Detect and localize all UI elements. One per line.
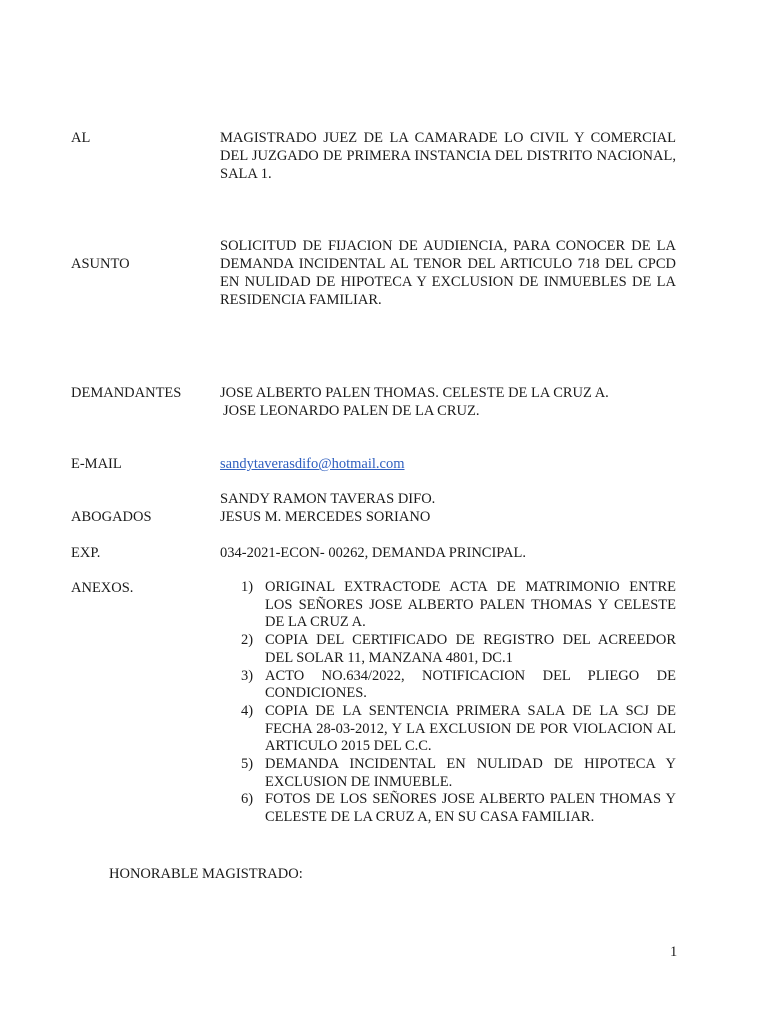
abogados-line-1: SANDY RAMON TAVERAS DIFO. bbox=[220, 491, 436, 507]
list-item bbox=[220, 579, 676, 632]
abogados-line-2: JESUS M. MERCEDES SORIANO bbox=[220, 509, 431, 525]
list-item-number: 2) bbox=[241, 632, 254, 649]
list-item-text: ACTO NO.634/2022, NOTIFICACION DEL PLIEGO DE CONDICIONES. bbox=[265, 667, 676, 702]
list-item-text: FOTOS DE LOS SEÑORES JOSE ALBERTO PALEN THOMAS Y CELESTE DE LA CRUZ A, EN SU CASA FAMILIAR. bbox=[265, 791, 676, 826]
al-label: AL bbox=[71, 130, 91, 146]
exp-label: EXP. bbox=[71, 545, 101, 561]
salutation: HONORABLE MAGISTRADO: bbox=[109, 866, 303, 882]
list-item-number: 3) bbox=[241, 667, 254, 684]
list-item-number: 5) bbox=[241, 756, 254, 773]
exp-value: 034-2021-ECON- 00262, DEMANDA PRINCIPAL. bbox=[220, 545, 526, 561]
list-item-number: 1) bbox=[241, 579, 254, 595]
email-label: E-MAIL bbox=[71, 456, 122, 472]
demandantes-line-1: JOSE ALBERTO PALEN THOMAS. CELESTE DE LA CRUZ A. bbox=[220, 385, 609, 401]
list-item bbox=[220, 668, 676, 703]
page-number: 1 bbox=[670, 944, 678, 960]
list-item-text: COPIA DE LA SENTENCIA PRIMERA SALA DE LA SCJ DE FECHA 28-03-2012, Y LA EXCLUSION DE POR VIOLACION AL ARTICULO 2015 DEL C.C. bbox=[265, 702, 676, 755]
list-item bbox=[220, 791, 676, 826]
asunto-value: SOLICITUD DE FIJACION DE AUDIENCIA, PARA CONOCER DE LA DEMANDA INCIDENTAL AL TENOR DEL ARTICULO 718 DEL CPCD EN NULIDAD DE HIPOTECA Y EXCLUSION DE INMUEBLES DE LA RESIDENCIA FAMILIAR. bbox=[220, 238, 676, 308]
list-item bbox=[220, 632, 676, 667]
al-value: MAGISTRADO JUEZ DE LA CAMARADE LO CIVIL Y COMERCIAL DEL JUZGADO DE PRIMERA INSTANCIA DEL DISTRITO NACIONAL, SALA 1. bbox=[220, 130, 676, 182]
anexos-label: ANEXOS. bbox=[71, 580, 134, 596]
list-item-text: ORIGINAL EXTRACTODE ACTA DE MATRIMONIO ENTRE LOS SEÑORES JOSE ALBERTO PALEN THOMAS Y CELESTE DE LA CRUZ A. bbox=[265, 579, 676, 631]
email-link[interactable]: sandytaverasdifo@hotmail.com bbox=[220, 456, 405, 472]
abogados-label: ABOGADOS bbox=[71, 509, 152, 525]
demandantes-label: DEMANDANTES bbox=[71, 385, 182, 401]
list-item-text: DEMANDA INCIDENTAL EN NULIDAD DE HIPOTECA Y EXCLUSION DE INMUEBLE. bbox=[265, 756, 676, 790]
asunto-label: ASUNTO bbox=[71, 256, 130, 272]
anexos-list bbox=[220, 579, 676, 827]
list-item-number: 4) bbox=[241, 702, 254, 719]
demandantes-line-2: JOSE LEONARDO PALEN DE LA CRUZ. bbox=[223, 403, 480, 419]
list-item bbox=[220, 756, 676, 791]
list-item-text: COPIA DEL CERTIFICADO DE REGISTRO DEL ACREEDOR DEL SOLAR 11, MANZANA 4801, DC.1 bbox=[265, 632, 676, 666]
list-item bbox=[220, 703, 676, 756]
list-item-number: 6) bbox=[241, 791, 254, 808]
